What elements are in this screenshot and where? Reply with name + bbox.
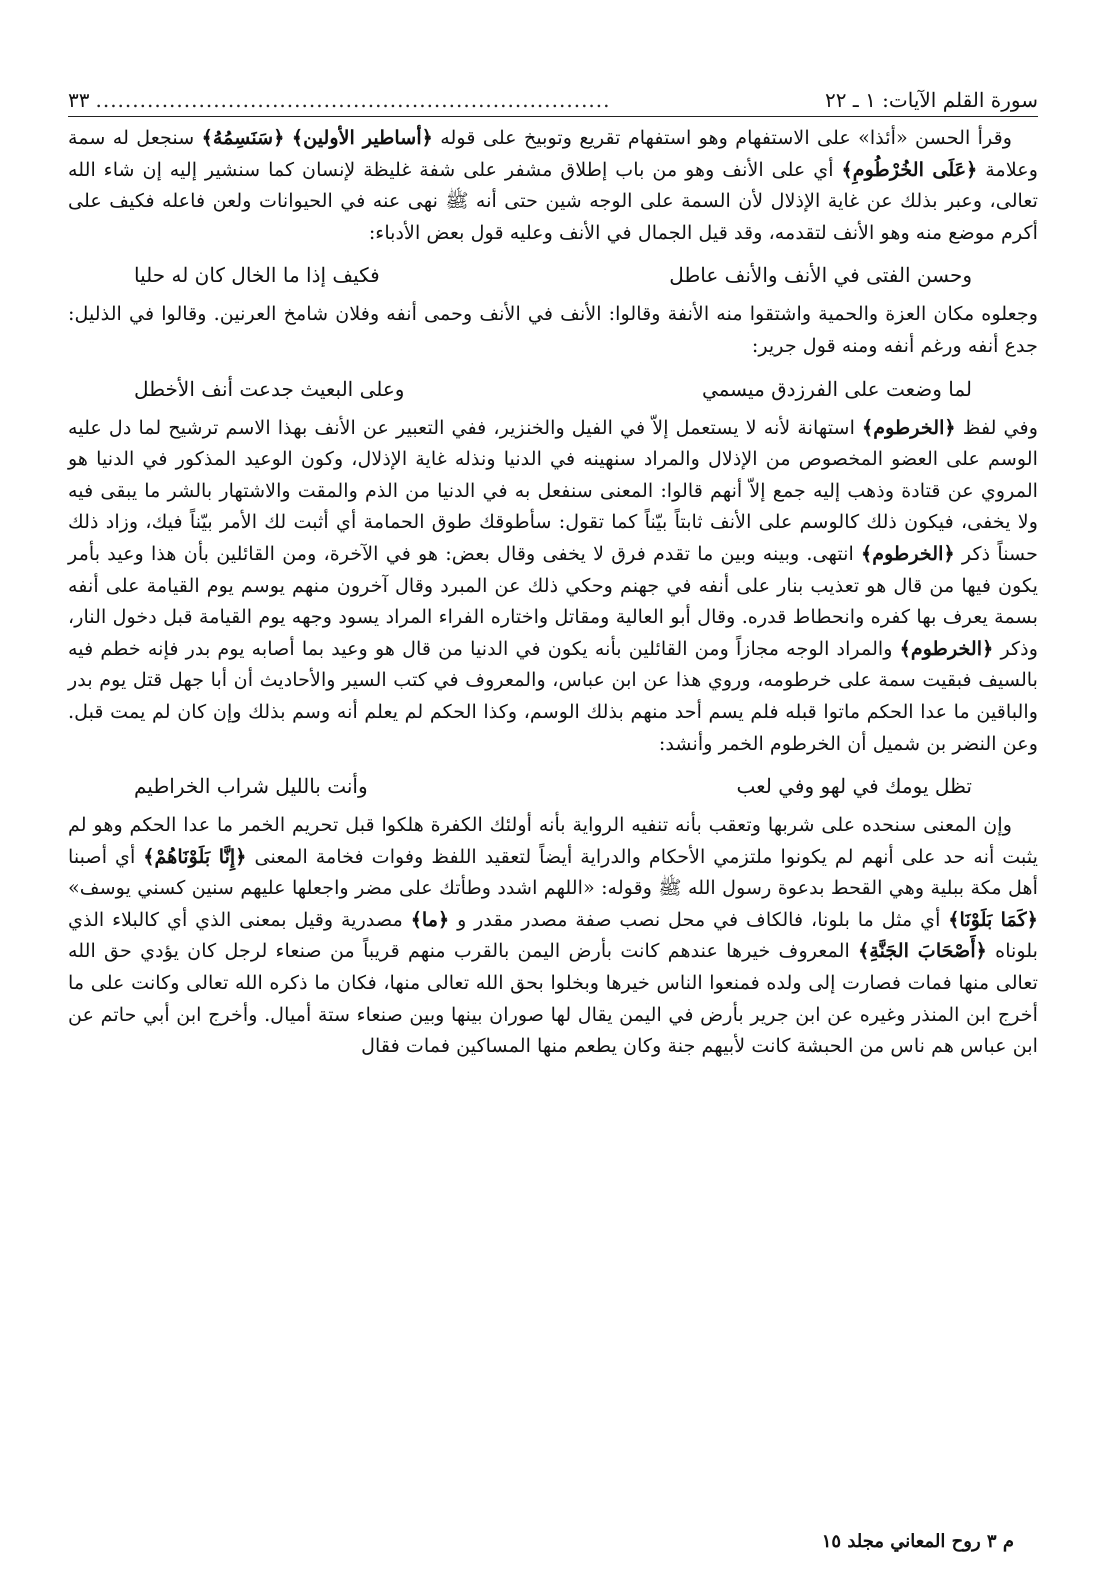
quran-quote: ﴿سَنَسِمُهُ﴾ [201, 126, 285, 149]
text-run [285, 126, 292, 149]
page-number: ٣٣ [68, 88, 90, 112]
text-run: وجعلوه مكان العزة والحمية واشتقوا منه الأنفة وقالوا: الأنف في الأنف وحمى أنفه وفلان شامخ العرنين. وقالوا في الذليل: جدع أنفه ورغم أنفه ومنه قول جرير: [68, 302, 1038, 357]
text-run: مصدرية وقيل بمعنى الذي أي كالبلاء الذي بلوناه [68, 907, 1038, 963]
text-run: استهانة لأنه لا يستعمل إلاّ في الفيل والخنزير، ففي التعبير عن الأنف بهذا الاسم ترشيح لما دل عليه الوسم على العضو المخصوص من الإذلال والمراد سنهينه في الدنيا ونذله غاية الإذلال، وكون الوعيد المذكور في الدنيا هو المروي عن قتادة وذهب إليه جمع إلاّ أنهم قالوا: المعنى سنفعل به في الدنيا من الذم والمقت والاشتهار بالشر ما يبقى فيه ولا يخفى، فيكون ذلك كالوسم على الأنف ثابتاً بيّناً كما تقول: سأطوقك طوق الحمامة أي أثبت لك الأمر بيّناً فيك، وزاد ذلك حسناً ذكر [68, 415, 1038, 565]
quran-quote: ﴿عَلَى الخُرْطُومِ﴾ [841, 157, 978, 181]
quran-quote: ﴿الخرطوم﴾ [861, 541, 955, 565]
page-header [68, 78, 1038, 117]
text-run: وإن المعنى سنحده على شربها وتعقب بأنه تنفيه الرواية بأنه أولئك الكفرة هلكوا قبل تحريم الخمر ما عدا الحكم وهو لم يثبت أنه حد على أنهم لم يكونوا ملتزمي الأحكام والدراية أيضاً لتعقيد اللفظ وفوات فخامة المعنى [68, 813, 1038, 868]
quran-quote: ﴿إِنَّا بَلَوْنَاهُمْ﴾ [143, 844, 247, 868]
text-run: وقرأ الحسن «أئذا» على الاستفهام وهو استفهام تقريع وتوبيخ على قوله [432, 126, 1013, 149]
quran-quote: ﴿الخرطوم﴾ [861, 415, 956, 439]
poetry-verse [68, 759, 1038, 809]
verse-first-hemistich: لما وضعت على الفرزدق ميسمي [701, 376, 972, 401]
text-run: سنجعل له سمة وعلامة [68, 126, 1038, 181]
poetry-verse [68, 362, 1038, 412]
poetry-verse [68, 248, 1038, 298]
verse-second-hemistich: وعلى البعيث جدعت أنف الأخطل [134, 376, 405, 401]
paragraph [68, 122, 1038, 248]
quran-quote: ﴿كَمَا بَلَوْنَا﴾ [948, 907, 1038, 931]
quran-quote: ﴿أَصْحَابَ الجَنَّةِ﴾ [858, 939, 987, 963]
running-title: سورة القلم الآيات: ١ ـ ٢٢ [825, 88, 1038, 112]
paragraph [68, 412, 1038, 760]
verse-second-hemistich: فكيف إذا ما الخال كان له حليا [134, 263, 380, 288]
main-text [68, 122, 1038, 1062]
leader-dots: ...................................................................... [95, 88, 611, 112]
text-run: أي مثل ما بلونا، فالكاف في محل نصب صفة مصدر مقدر و [449, 907, 949, 931]
paragraph [68, 298, 1038, 361]
text-run: وفي لفظ [955, 415, 1038, 439]
paragraph [68, 809, 1038, 1062]
quran-quote: ﴿الخرطوم﴾ [899, 636, 994, 660]
verse-first-hemistich: تظل يومك في لهو وفي لعب [736, 774, 972, 799]
text-run: أي أصبنا أهل مكة ببلية وهي القحط بدعوة رسول الله ﷺ وقوله: «اللهم اشدد وطأتك على مضر واجعلها عليهم سنين كسني يوسف» [68, 844, 1038, 900]
text-run: والمراد الوجه مجازاً ومن القائلين بأنه يكون في الدنيا من قال هو وعيد بما أصابه يوم بدر فإنه خطم فيه بالسيف فبقيت سمة على خرطومه، وروي هذا عن ابن عباس، والمعروف في كتب السير والأحاديث أن أبا جهل قتل يوم بدر والباقين ما عدا الحكم ماتوا قبله فلم يسم أحد منهم بذلك الوسم، وكذا الحكم لم يعلم أنه وسم بذلك وإن كان لم يمت قبل. وعن النضر بن شميل أن الخرطوم الخمر وأنشد: [68, 636, 1038, 755]
text-run: أي على الأنف وهو من باب إطلاق مشفر على شفة غليظة لإنسان كما سنشير إليه إن شاء الله تعالى، وعبر بذلك عن غاية الإذلال لأن السمة على الوجه شين حتى أنه ﷺ نهى عنه في الحيوانات ولعن فاعله فكيف على أكرم موضع منه وهو الأنف لتقدمه، وقد قيل الجمال في الأنف وعليه قول بعض الأدباء: [68, 157, 1038, 244]
verse-second-hemistich: وأنت بالليل شراب الخراطيم [134, 774, 368, 799]
verse-first-hemistich: وحسن الفتى في الأنف والأنف عاطل [669, 263, 972, 288]
page-footer: م ٣ روح المعاني مجلد ١٥ [821, 1531, 1014, 1552]
text-run: انتهى. وبينه وبين ما تقدم فرق لا يخفى وقال بعض: هو في الآخرة، ومن القائلين بأن هذا وعيد بأمر يكون فيها من قال هو تعذيب بنار على أنفه في جهنم وحكي ذلك عن المبرد وقال آخرون منهم يوسم يوم القيامة على أنفه بسمة يعرف بها كفره وانحطاط قدره. وقال أبو العالية ومقاتل واختاره الفراء المراد يسود وجهه يوم القيامة قبل دخول النار، وذكر [68, 541, 1038, 660]
text-run: المعروف خيرها عندهم كانت بأرض اليمن بالقرب منهم قريباً من صنعاء لرجل كان يؤدي حق الله تعالى منها فمات فصارت إلى ولده فمنعوا الناس خيرها وبخلوا بحق الله تعالى منها، فكان ما ذكره الله تعالى وكانت على ما أخرج ابن المنذر وغيره عن ابن جرير بأرض في اليمن يقال لها صوران بينها وبين صنعاء ستة أميال. وأخرج ابن أبي حاتم عن ابن عباس هم ناس من الحبشة كانت لأبيهم جنة وكان يطعم منها المساكين فمات فقال [68, 939, 1038, 1058]
quran-quote: ﴿ما﴾ [410, 907, 450, 931]
quran-quote: ﴿أساطير الأولين﴾ [291, 126, 433, 149]
